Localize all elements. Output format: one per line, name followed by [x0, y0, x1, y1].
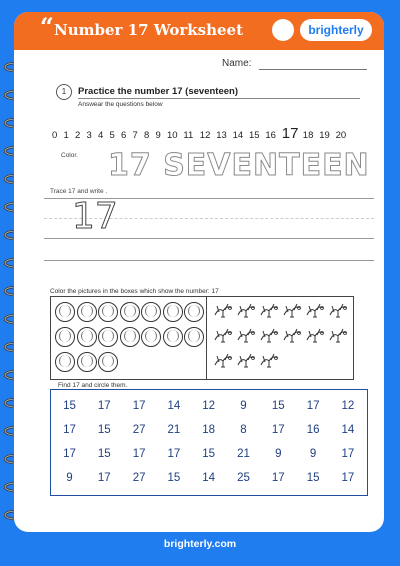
baseball-icon[interactable] [120, 327, 140, 347]
grid-number[interactable]: 14 [202, 472, 216, 484]
grid-number[interactable]: 9 [275, 448, 282, 460]
grid-number[interactable]: 15 [167, 472, 181, 484]
baseball-icon[interactable] [77, 302, 97, 322]
section-number: 1 [56, 84, 72, 100]
grid-number[interactable]: 17 [306, 400, 320, 412]
bird-icon[interactable] [259, 353, 279, 369]
baseball-icon[interactable] [98, 352, 118, 372]
grid-number[interactable]: 25 [237, 472, 250, 484]
baseball-icon[interactable] [98, 327, 118, 347]
grid-number[interactable]: 15 [97, 424, 111, 436]
grid-number[interactable]: 15 [63, 400, 76, 412]
bird-icon[interactable] [328, 303, 348, 319]
grid-number[interactable]: 17 [63, 448, 76, 460]
grid-number[interactable]: 16 [306, 424, 320, 436]
grid-number[interactable]: 17 [341, 448, 355, 460]
baseball-icon[interactable] [77, 352, 97, 372]
grid-number[interactable]: 15 [271, 400, 285, 412]
number-line-item: 9 [155, 130, 161, 141]
number-line-item: 14 [232, 130, 244, 141]
baseball-icon[interactable] [163, 327, 183, 347]
grid-number[interactable]: 17 [167, 448, 181, 460]
number-line-item: 0 [52, 130, 58, 141]
bird-icon[interactable] [305, 303, 325, 319]
number-line-item: 7 [132, 130, 138, 141]
number-line-item: 18 [302, 130, 314, 141]
section-subtitle: Answear the questions below [78, 101, 163, 108]
grid-number[interactable]: 27 [132, 472, 146, 484]
bird-icon[interactable] [282, 328, 302, 344]
grid-number[interactable]: 15 [97, 448, 111, 460]
find-label: Find 17 and circle them. [58, 382, 128, 389]
bird-box[interactable] [206, 296, 354, 380]
baseball-icon[interactable] [141, 302, 161, 322]
outline-word[interactable]: 17 SEVENTEEN [108, 148, 370, 183]
bird-icon[interactable] [236, 328, 256, 344]
baseball-icon[interactable] [55, 327, 75, 347]
number-line-item: 13 [216, 130, 227, 141]
grid-number[interactable]: 12 [202, 400, 216, 412]
quote-icon: “ [40, 12, 54, 41]
baseball-icon[interactable] [184, 302, 204, 322]
number-line-item: 11 [183, 130, 194, 141]
grid-number[interactable]: 27 [132, 424, 146, 436]
baseball-icon[interactable] [55, 302, 75, 322]
baseball-icon[interactable] [141, 327, 161, 347]
color-label: Color. [61, 152, 78, 159]
baseball-icon[interactable] [77, 327, 97, 347]
number-line-item: 12 [199, 130, 211, 141]
worksheet-page [14, 12, 384, 532]
bird-icon[interactable] [259, 328, 279, 344]
pictures-label: Color the pictures in the boxes which show the number: 17 [50, 288, 219, 295]
name-label: Name: [222, 58, 252, 69]
bird-icon[interactable] [213, 328, 233, 344]
brand-logo: brighterly [300, 19, 372, 41]
bird-icon[interactable] [236, 353, 256, 369]
grid-number[interactable]: 14 [167, 400, 181, 412]
grid-number[interactable]: 14 [341, 424, 355, 436]
number-line-item: 2 [75, 130, 81, 141]
grid-number[interactable]: 17 [132, 448, 146, 460]
name-field-line[interactable] [259, 69, 367, 70]
bird-icon[interactable] [236, 303, 256, 319]
grid-number[interactable]: 17 [132, 400, 146, 412]
baseball-icon[interactable] [163, 302, 183, 322]
grid-number[interactable]: 17 [97, 472, 111, 484]
baseball-box[interactable] [50, 296, 208, 380]
grid-number[interactable]: 15 [202, 448, 216, 460]
number-line-item: 1 [63, 130, 69, 141]
grid-number[interactable]: 9 [309, 448, 317, 460]
number-line-item: 10 [167, 130, 178, 141]
number-line-item: 5 [109, 130, 115, 141]
write-line[interactable] [44, 260, 374, 261]
grid-number[interactable]: 17 [271, 472, 285, 484]
section-divider [78, 98, 360, 99]
trace-base-line [44, 238, 374, 239]
number-line-item: 19 [319, 130, 330, 141]
grid-number[interactable]: 21 [167, 424, 181, 436]
number-line-item: 16 [265, 130, 276, 141]
bird-icon[interactable] [282, 303, 302, 319]
header-banner [14, 12, 384, 50]
baseball-icon[interactable] [120, 302, 140, 322]
grid-number[interactable]: 17 [97, 400, 111, 412]
grid-number[interactable]: 15 [306, 472, 320, 484]
number-line-item: 8 [144, 130, 150, 141]
number-line-item: 20 [335, 130, 347, 141]
bird-icon[interactable] [305, 328, 325, 344]
bird-icon[interactable] [213, 353, 233, 369]
number-line-item: 17 [281, 125, 299, 142]
find-number-grid [50, 389, 368, 496]
trace-number[interactable]: 17 [72, 196, 118, 237]
baseball-icon[interactable] [55, 352, 75, 372]
circle-decoration [272, 19, 294, 41]
footer-url[interactable]: brighterly.com [163, 538, 237, 550]
number-line-item: 6 [121, 130, 127, 141]
grid-number[interactable]: 9 [66, 472, 73, 484]
grid-number[interactable]: 12 [341, 400, 355, 412]
grid-number[interactable]: 17 [63, 424, 76, 436]
grid-number[interactable]: 17 [341, 472, 355, 484]
bird-icon[interactable] [259, 303, 279, 319]
grid-number[interactable]: 9 [240, 400, 247, 412]
trace-label: Trace 17 and write . [50, 188, 108, 195]
number-line-item: 15 [249, 130, 260, 141]
baseball-icon[interactable] [98, 302, 118, 322]
grid-number[interactable]: 21 [237, 448, 250, 460]
section-title: Practice the number 17 (seventeen) [78, 86, 238, 97]
grid-number[interactable]: 18 [202, 424, 216, 436]
worksheet-title: Number 17 Worksheet [54, 21, 244, 39]
number-line-item: 3 [86, 130, 92, 141]
number-line-item: 4 [98, 130, 104, 141]
grid-number[interactable]: 8 [240, 424, 247, 436]
grid-number[interactable]: 17 [271, 424, 285, 436]
bird-icon[interactable] [328, 328, 348, 344]
bird-icon[interactable] [213, 303, 233, 319]
baseball-icon[interactable] [184, 327, 204, 347]
number-line [52, 125, 362, 145]
